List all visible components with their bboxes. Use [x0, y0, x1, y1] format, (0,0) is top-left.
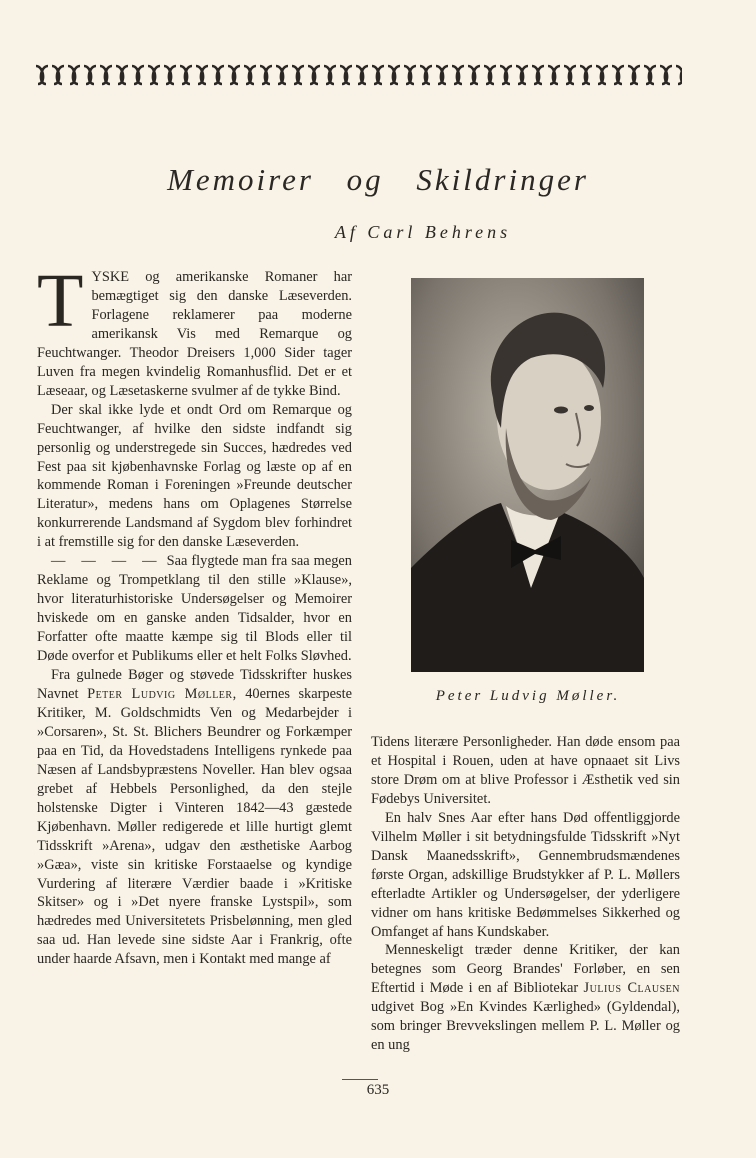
portrait-image	[411, 278, 644, 672]
article-title	[0, 162, 756, 198]
title-word-2: og	[346, 162, 384, 197]
portrait-caption: Peter Ludvig Møller.	[435, 688, 621, 704]
page-number: 635	[366, 1082, 390, 1098]
paragraph-2: Der skal ikke lyde et ondt Ord om Remarque og Feuchtwanger, af hvilke den sidste indfandt sig personlig og understregede sin Succes, hædredes ved Fest paa sit kjøbenhavnske Forlag og læste op af en kommende Roman i Foreningen »Freunde deutscher Literatur», medens hans om Oplagenes Størrelse konkurrerende Landsmand af Sygdom blev forhindret i at fremstille sig for den danske Læseverden.	[37, 401, 352, 551]
title-word-3: Skildringer	[416, 162, 589, 197]
page-number-rule	[342, 1079, 378, 1080]
paragraph-4: Fra gulnede Bøger og støvede Tidsskrifter huskes Navnet Peter Ludvig Møller, 40ernes skarpeste Kritiker, M. Goldschmidts Ven og Medarbejder i »Corsaren», St. St. Blichers Beundrer og Forkæmper paa en Tid, da Hovedstadens Intelligens rynkede paa Næsen af Landsbypræstens Noveller. Han blev ogsaa grebet af Hebbels Personlighed, da den stejle holstenske Digter i Vinteren 1842—43 gæstede Kjøbenhavn. Møller redigerede et lille hurtigt glemt Tidsskrift »Arena», udgav den æsthetiske Aarbog »Gæa», viste sin kritiske Forstaaelse og kyndige Vurdering af literære Værdier baade i »Kritiske Skitser» og i »Det nyere franske Lystspil», som hædredes med Universitetets Prisbelønning, men gled saa ud. Han levede sine sidste Aar i Frankrig, ofte under haarde Afsavn, men i Kontakt med mange af	[37, 667, 352, 968]
paragraph-1: TYSKE og amerikanske Romaner har bemægtiget sig den danske Læseverden. Forlagene reklamerer paa moderne amerikansk Vis med Remarque og Feuchtwanger. Theodor Dreisers 1,000 Sider tager Luven fra megen kvindelig Romanhusflid. Det er et Læseaar, og Læsetaskerne svulmer af de tykke Bind.	[37, 259, 352, 399]
title-word-1: Memoirer	[167, 162, 314, 197]
drop-cap: T	[37, 259, 84, 343]
paragraph-7: Menneskeligt træder denne Kritiker, der kan betegnes som Georg Brandes' Forløber, en sen Eftertid i Møde i en af Bibliotekar Julius Clausen udgivet Bog »En Kvindes Kærlighed» (Gyldendal), som bringer Brevvekslingen mellem P. L. Møller og en ung	[371, 942, 680, 1054]
left-column	[37, 259, 353, 969]
right-column	[371, 733, 680, 1055]
paragraph-3: — — — — Saa flygtede man fra saa megen Reklame og Trompetklang til den stille »Klause», hvor literaturhistoriske Undersøgelser og Memoirer hviskede om en ganske anden Tidsalder, hvor en Forfatter ofte maatte kæmpe sig til Blods eller til Døde overfor et Publikums eller et helt Folks Sløvhed.	[37, 553, 353, 665]
paragraph-5: Tidens literære Personligheder. Han døde ensom paa et Hospital i Rouen, uden at have opnaaet sit Livs store Drøm om at blive Professor i Æsthetik ved sin Fødebys Universitet.	[371, 734, 680, 807]
byline: Af Carl Behrens	[334, 222, 512, 242]
ornamental-border	[34, 62, 682, 88]
paragraph-6: En halv Snes Aar efter hans Død offentliggjorde Vilhelm Møller i sit betydningsfulde Tidsskrift »Nyt Dansk Maanedsskrift», Gennembrudsmændenes første Organ, adskillige Brudstykker af P. L. Møllers efterladte Artikler og Undersøgelser, der yderligere vidner om hans kritiske Bedømmelses Sikkerhed og Omfanget af hans Kundskaber.	[371, 809, 680, 940]
